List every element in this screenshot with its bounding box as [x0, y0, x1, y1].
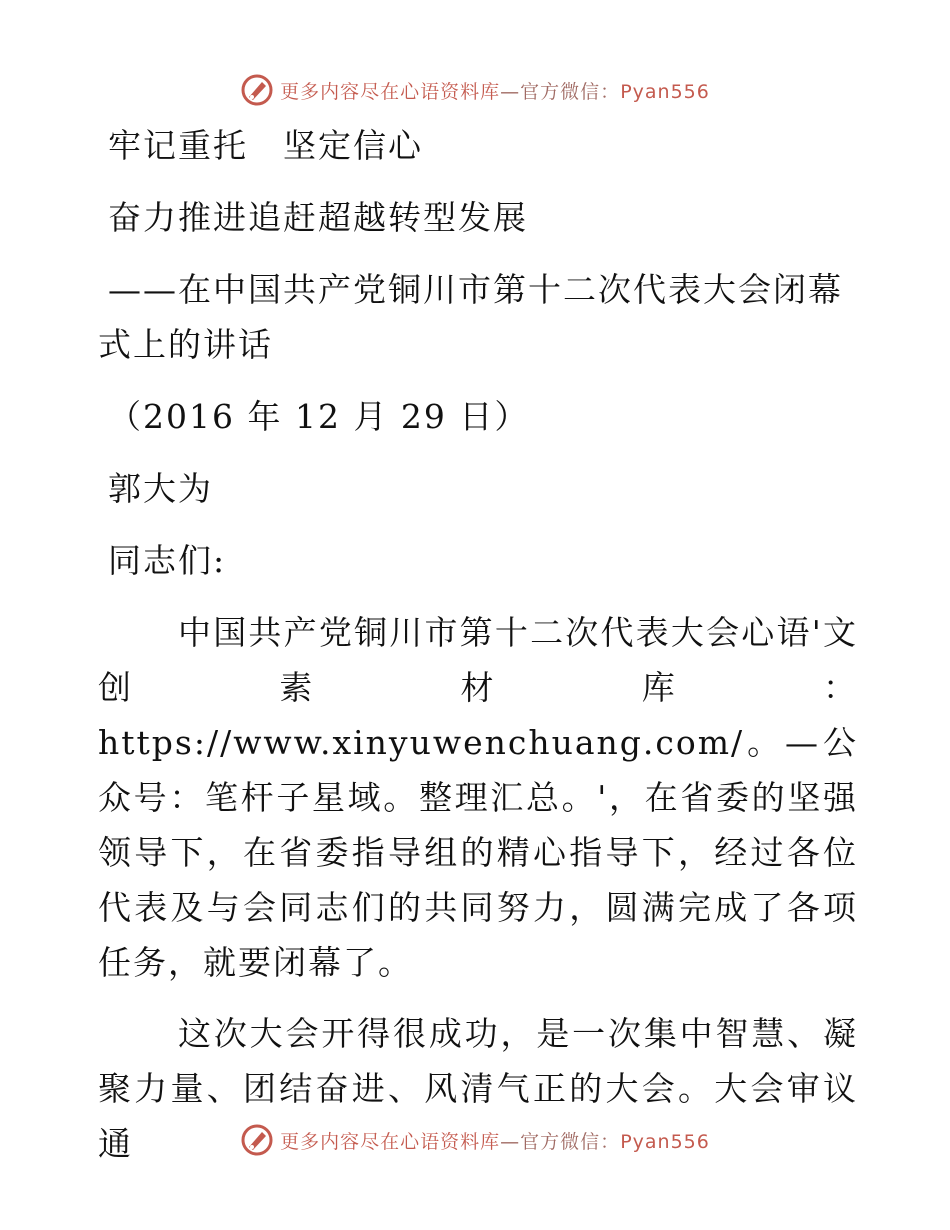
watermark-text: 更多内容尽在心语资料库—官方微信：Pyan556: [280, 1130, 710, 1153]
salutation: 同志们:: [108, 541, 227, 580]
author-name: 郭大为: [108, 469, 213, 508]
document-body: [98, 118, 858, 1187]
header-watermark: [0, 70, 950, 110]
watermark-text: 更多内容尽在心语资料库—官方微信：Pyan556: [280, 80, 710, 103]
paragraph-2: 这次大会开得很成功，是一次集中智慧、凝聚力量、团结奋进、风清气正的大会。大会审议通: [98, 1014, 858, 1163]
title-line-1: 牢记重托 坚定信心: [108, 126, 423, 165]
footer-watermark: [0, 1120, 950, 1160]
paragraph-1: 中国共产党铜川市第十二次代表大会心语'文创素材库：https://www.xinyuwenchuang.com/。—公众号：笔杆子星域。整理汇总。'，在省委的坚强领导下，在省委指导组的精心指导下，经过各位代表及与会同志们的共同努力，圆满完成了各项任务，就要闭幕了。: [98, 613, 858, 982]
title-line-2: 奋力推进追赶超越转型发展: [108, 198, 528, 237]
pen-logo-icon: [240, 1123, 274, 1157]
subtitle-line-1: ——在中国共产党铜川市第十二次代表大会闭幕: [108, 270, 843, 309]
subtitle-line-2: 式上的讲话: [98, 325, 273, 364]
pen-logo-icon: [240, 73, 274, 107]
speech-date: （2016 年 12 月 29 日）: [108, 397, 530, 436]
